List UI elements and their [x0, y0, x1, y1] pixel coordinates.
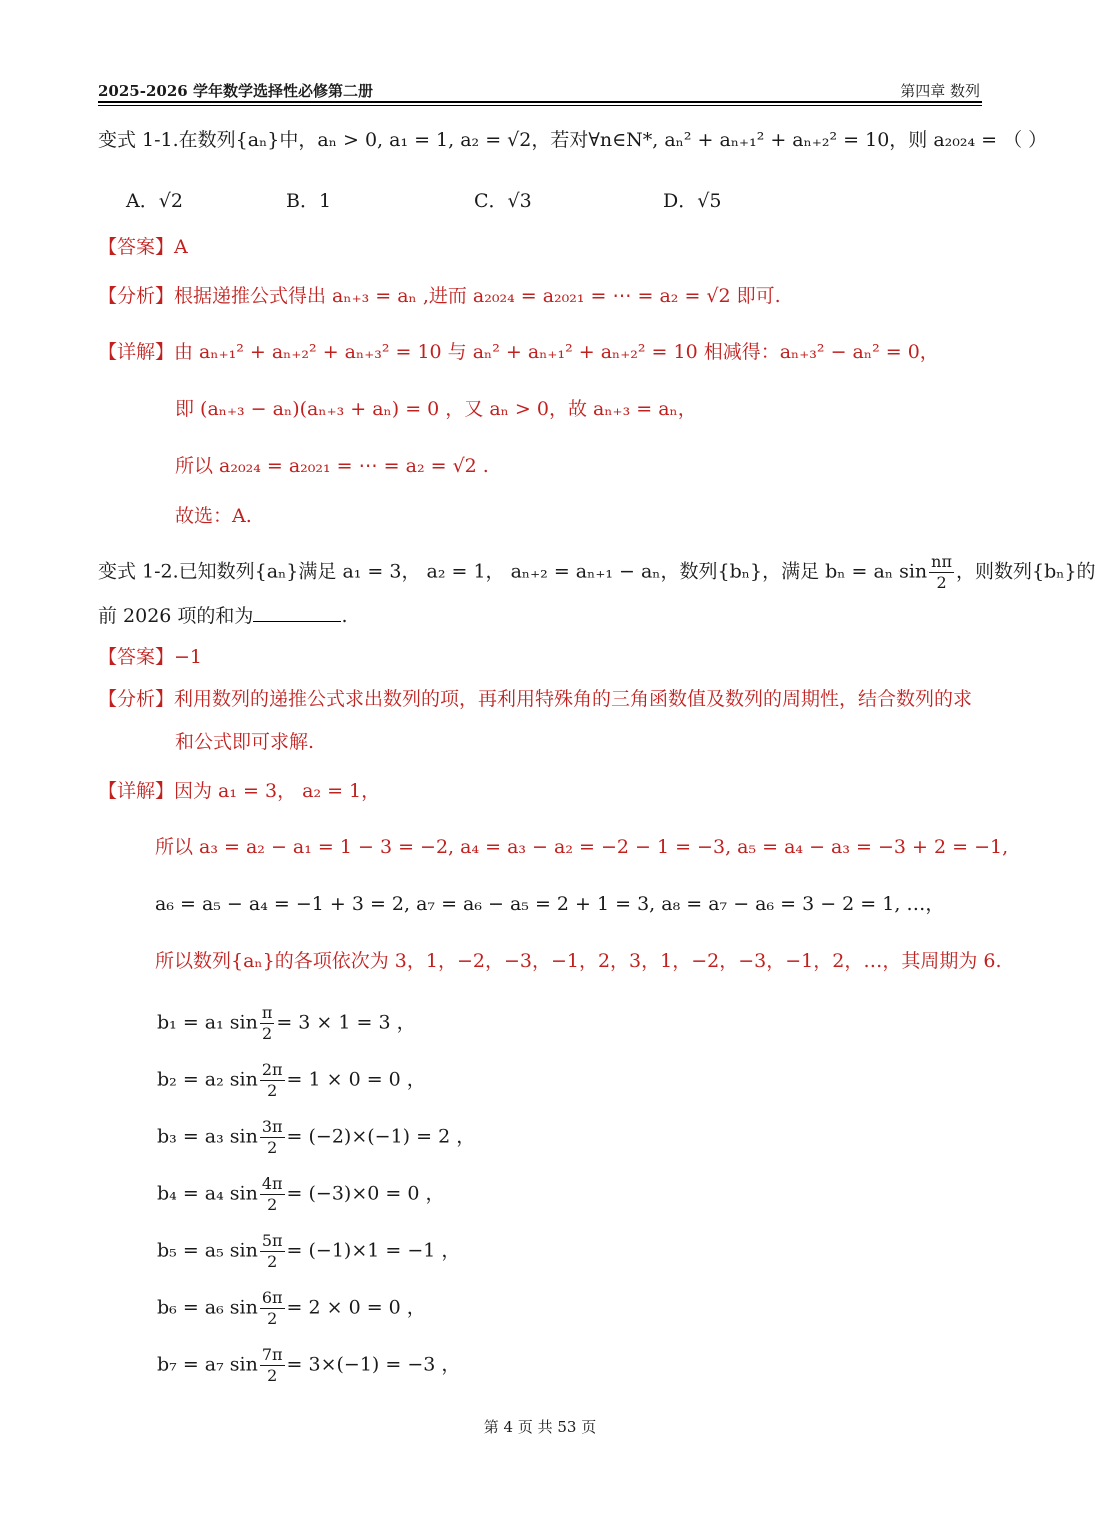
- b-row-lhs: b₂ = a₂ sin: [157, 1068, 258, 1091]
- b-row-rhs: = 1 × 0 = 0 ，: [286, 1068, 426, 1091]
- b-row-fraction: [260, 1345, 285, 1386]
- b-row-fraction: [260, 1117, 285, 1158]
- q2-stem-part-a: 变式 1-2.已知数列{aₙ}满足 a₁ = 3， a₂ = 1， aₙ₊₂ = aₙ₊₁ − aₙ，数列{bₙ}，满足 bₙ = aₙ sin: [98, 560, 928, 583]
- fraction-numerator: 3π: [261, 1117, 283, 1136]
- q1-detail-1: 【详解】由 aₙ₊₁² + aₙ₊₂² + aₙ₊₃² = 10 与 aₙ² + aₙ₊₁² + aₙ₊₂² = 10 相减得：aₙ₊₃² − aₙ² = 0，: [98, 341, 939, 363]
- q2-stem: [98, 552, 1096, 593]
- q1-option-b: B．1: [286, 190, 332, 212]
- q1-option-a: A．√2: [126, 190, 183, 212]
- q1-option-d: D．√5: [663, 190, 722, 212]
- b-row: [157, 1003, 416, 1044]
- q2-answer: 【答案】−1: [98, 646, 203, 668]
- fraction-denominator: 2: [267, 1309, 278, 1328]
- header-rule: [98, 101, 982, 103]
- q2-analysis-1: 【分析】利用数列的递推公式求出数列的项，再利用特殊角的三角函数值及数列的周期性，结合数列的求: [98, 688, 973, 710]
- fraction-numerator: 2π: [261, 1060, 283, 1079]
- answer-blank: [253, 603, 341, 622]
- b-row: [157, 1288, 426, 1329]
- b-row-rhs: = (−2)×(−1) = 2 ，: [286, 1125, 476, 1148]
- b-row-rhs: = (−1)×1 = −1 ，: [286, 1239, 461, 1262]
- fraction-numerator: nπ: [931, 552, 952, 571]
- q2-detail-3: 所以数列{aₙ}的各项依次为 3，1，−2，−3，−1，2，3，1，−2，−3，−1，2，…，其周期为 6.: [155, 950, 1002, 972]
- fraction-numerator: π: [261, 1003, 273, 1022]
- b-row: [157, 1174, 444, 1215]
- q2-stem-line2: [98, 603, 347, 628]
- q1-option-c: C．√3: [474, 190, 532, 212]
- page-footer: 第 4 页 共 53 页: [483, 1418, 597, 1436]
- header-rule-thin: [98, 105, 982, 106]
- fraction-denominator: 2: [267, 1081, 278, 1100]
- b-row-lhs: b₆ = a₆ sin: [157, 1296, 258, 1319]
- b-row: [157, 1345, 460, 1386]
- b-row-lhs: b₄ = a₄ sin: [157, 1182, 258, 1205]
- b-row-lhs: b₁ = a₁ sin: [157, 1011, 258, 1034]
- fraction-numerator: 7π: [261, 1345, 283, 1364]
- q2-analysis-2: 和公式即可求解.: [175, 731, 315, 753]
- header-book-title: 2025-2026 学年数学选择性必修第二册: [98, 82, 373, 100]
- b-row-lhs: b₇ = a₇ sin: [157, 1353, 258, 1376]
- fraction-denominator: 2: [936, 573, 947, 592]
- q2-detail-0: 【详解】因为 a₁ = 3， a₂ = 1，: [98, 780, 381, 802]
- b-row: [157, 1231, 460, 1272]
- fraction-numerator: 4π: [261, 1174, 283, 1193]
- b-row-rhs: = 2 × 0 = 0 ，: [286, 1296, 426, 1319]
- b-row-fraction: [260, 1288, 285, 1329]
- q2-detail-1: 所以 a₃ = a₂ − a₁ = 1 − 3 = −2, a₄ = a₃ − a₂ = −2 − 1 = −3, a₅ = a₄ − a₃ = −3 + 2 = −1,: [155, 836, 1009, 858]
- fraction-denominator: 2: [267, 1366, 278, 1385]
- q1-stem: 变式 1-1.在数列{aₙ}中，aₙ > 0, a₁ = 1, a₂ = √2，若对∀n∈N*, aₙ² + aₙ₊₁² + aₙ₊₂² = 10，则 a₂₀₂₄ = （ ）: [98, 129, 1048, 151]
- b-row-lhs: b₅ = a₅ sin: [157, 1239, 258, 1262]
- q1-detail-3: 所以 a₂₀₂₄ = a₂₀₂₁ = ⋯ = a₂ = √2 .: [175, 455, 489, 477]
- q2-detail-2: a₆ = a₅ − a₄ = −1 + 3 = 2, a₇ = a₆ − a₅ = 2 + 1 = 3, a₈ = a₇ − a₆ = 3 − 2 = 1, …，: [155, 893, 945, 915]
- fraction-denominator: 2: [267, 1138, 278, 1157]
- q2-stem-fraction: [929, 552, 954, 593]
- b-row-lhs: b₃ = a₃ sin: [157, 1125, 258, 1148]
- fraction-numerator: 6π: [261, 1288, 283, 1307]
- b-row-fraction: [260, 1003, 275, 1044]
- b-row: [157, 1060, 426, 1101]
- b-row-rhs: = (−3)×0 = 0 ，: [286, 1182, 445, 1205]
- q1-analysis: 【分析】根据递推公式得出 aₙ₊₃ = aₙ ,进而 a₂₀₂₄ = a₂₀₂₁ = ⋯ = a₂ = √2 即可.: [98, 285, 781, 307]
- q2-stem-line2-text: 前 2026 项的和为: [98, 605, 254, 627]
- q1-detail-4: 故选：A.: [175, 505, 252, 527]
- b-row: [157, 1117, 475, 1158]
- q1-answer: 【答案】A: [98, 236, 188, 258]
- b-row-rhs: = 3 × 1 = 3 ，: [276, 1011, 416, 1034]
- fraction-numerator: 5π: [261, 1231, 283, 1250]
- q2-stem-line2-end: .: [341, 605, 348, 627]
- q2-stem-part-b: ，则数列{bₙ}的: [955, 560, 1096, 583]
- q1-detail-2: 即 (aₙ₊₃ − aₙ)(aₙ₊₃ + aₙ) = 0 ，又 aₙ > 0，故 aₙ₊₃ = aₙ，: [175, 398, 697, 420]
- b-row-rhs: = 3×(−1) = −3 ，: [286, 1353, 461, 1376]
- fraction-denominator: 2: [261, 1024, 273, 1043]
- fraction-denominator: 2: [267, 1195, 278, 1214]
- b-row-fraction: [260, 1174, 285, 1215]
- header-chapter: 第四章 数列: [900, 82, 980, 100]
- b-row-fraction: [260, 1231, 285, 1272]
- b-row-fraction: [260, 1060, 285, 1101]
- fraction-denominator: 2: [267, 1252, 278, 1271]
